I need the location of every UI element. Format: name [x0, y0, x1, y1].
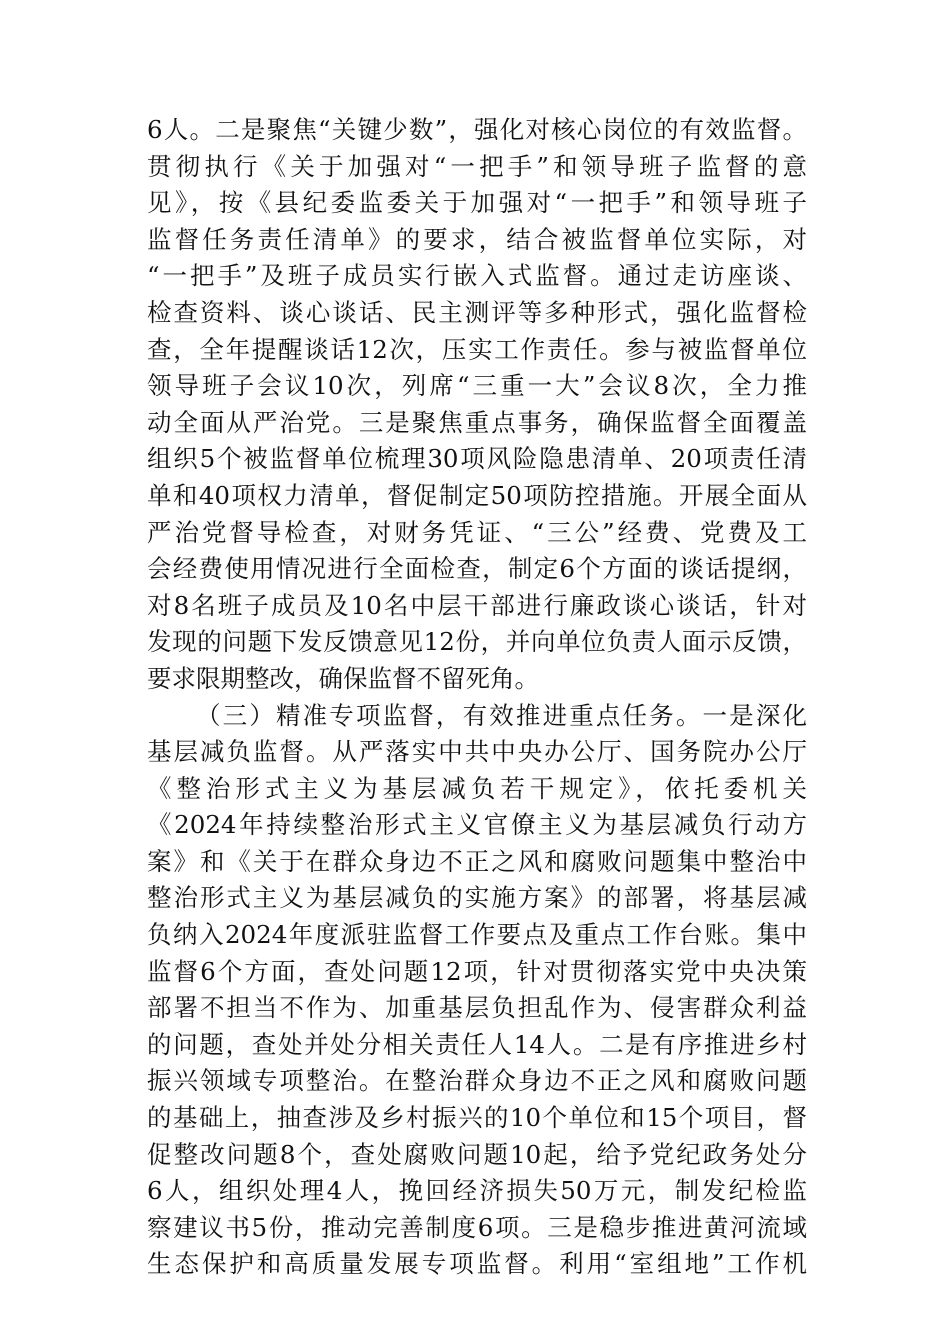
text-line: 单和40项权力清单，督促制定50项防控措施。开展全面从 [147, 480, 807, 510]
text-line: 察建议书5份，推动完善制度6项。三是稳步推进黄河流域 [147, 1212, 807, 1242]
text-line: 会经费使用情况进行全面检查，制定6个方面的谈话提纲， [147, 554, 807, 584]
text-line: 监督6个方面，查处问题12项，针对贯彻落实党中央决策 [147, 956, 807, 986]
text-line: 整治形式主义为基层减负的实施方案》的部署，将基层减 [147, 883, 807, 913]
section-heading-line: （三）精准专项监督，有效推进重点任务。一是深化 [196, 700, 807, 730]
text-line: 领导班子会议10次，列席“三重一大”会议8次，全力推 [147, 371, 807, 401]
body-text [147, 112, 807, 1283]
text-line: 发现的问题下发反馈意见12份，并向单位负责人面示反馈， [147, 627, 807, 657]
text-line: 促整改问题8个，查处腐败问题10起，给予党纪政务处分 [147, 1139, 807, 1169]
text-line: 对8名班子成员及10名中层干部进行廉政谈心谈话，针对 [147, 590, 807, 620]
text-line: 贯彻执行《关于加强对“一把手”和领导班子监督的意 [147, 151, 807, 181]
text-line: 查，全年提醒谈话12次，压实工作责任。参与被监督单位 [147, 334, 807, 364]
text-line: 负纳入2024年度派驻监督工作要点及重点工作台账。集中 [147, 920, 807, 950]
text-line: 生态保护和高质量发展专项监督。利用“室组地”工作机 [147, 1249, 807, 1279]
text-line: 检查资料、谈心谈话、民主测评等多种形式，强化监督检 [147, 297, 807, 327]
text-line: 振兴领域专项整治。在整治群众身边不正之风和腐败问题 [147, 1066, 807, 1096]
text-line: 《2024年持续整治形式主义官僚主义为基层减负行动方 [147, 810, 807, 840]
text-line: 见》，按《县纪委监委关于加强对“一把手”和领导班子 [147, 188, 807, 218]
paragraph-end-line: 要求限期整改，确保监督不留死角。 [147, 663, 539, 693]
text-line: 6人。二是聚焦“关键少数”，强化对核心岗位的有效监督。 [147, 115, 807, 144]
text-line: 监督任务责任清单》的要求，结合被监督单位实际，对 [147, 224, 807, 254]
text-line: 《整治形式主义为基层减负若干规定》，依托委机关 [147, 773, 807, 803]
text-line: 的问题，查处并处分相关责任人14人。二是有序推进乡村 [147, 1029, 807, 1059]
text-line: 组织5个被监督单位梳理30项风险隐患清单、20项责任清 [147, 444, 807, 474]
text-line: 基层减负监督。从严落实中共中央办公厅、国务院办公厅 [147, 737, 807, 767]
text-line: 的基础上，抽查涉及乡村振兴的10个单位和15个项目，督 [147, 1103, 807, 1133]
text-line: “一把手”及班子成员实行嵌入式监督。通过走访座谈、 [147, 261, 807, 291]
text-line: 部署不担当不作为、加重基层负担乱作为、侵害群众利益 [147, 993, 807, 1023]
text-line: 案》和《关于在群众身边不正之风和腐败问题集中整治中 [147, 846, 807, 876]
text-line: 动全面从严治党。三是聚焦重点事务，确保监督全面覆盖 [147, 407, 807, 437]
text-line: 6人，组织处理4人，挽回经济损失50万元，制发纪检监 [147, 1176, 807, 1206]
text-line: 严治党督导检查，对财务凭证、“三公”经费、党费及工 [147, 517, 807, 547]
